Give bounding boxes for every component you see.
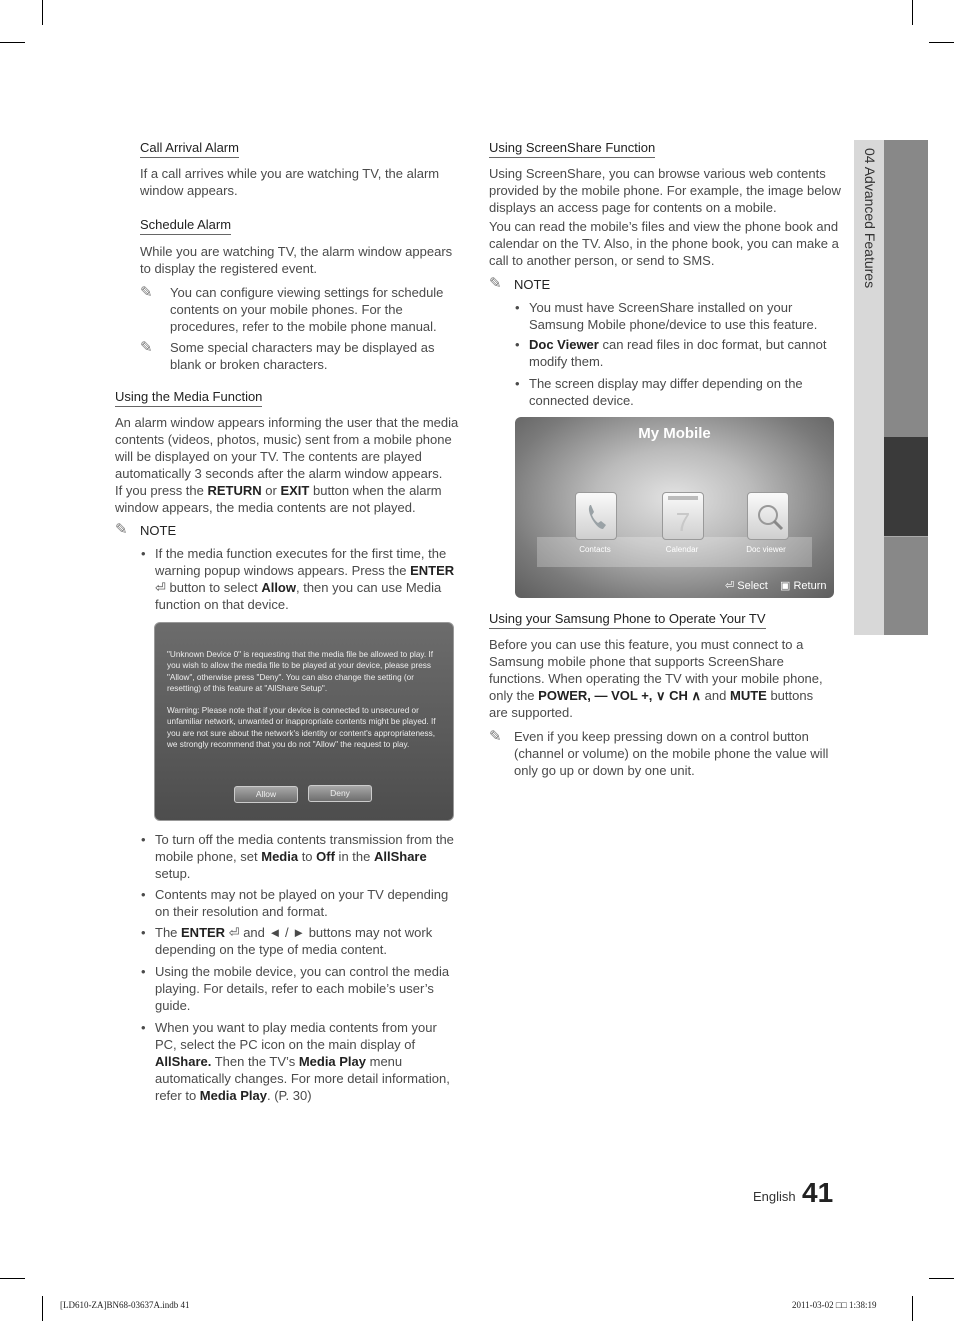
pencil-icon: ✎ [115, 521, 128, 538]
dialog-text-1: "Unknown Device 0" is requesting that the media file be allowed to play. If you wish to allow the media file to be played at your device, please press "Allow", otherwise press "Deny". You can also change the setting (or resetting) of this feature at "AllShare Setup". [167, 650, 433, 693]
samsung-phone-text: Before you can use this feature, you must connect to a Samsung mobile phone that supports ScreenShare functions. When operating the TV with your mobile phone, only the POWER, — VOL +, ∨ CH ∧ and MUTE buttons are supported. [489, 637, 823, 720]
crop-mark [929, 1278, 954, 1279]
note-item-2: • To turn off the media contents transmission from the mobile phone, set Media to Off in the AllShare setup. [141, 832, 454, 881]
screenshare-text [489, 165, 841, 269]
enter-icon: ⏎ [225, 925, 240, 940]
screenshare-text-2: You can read the mobile’s files and view the phone book and calendar on the TV. Also, in the phone book, you can make a call to another person, or send to SMS. [489, 219, 839, 268]
calendar-icon[interactable] [662, 492, 704, 540]
note-label: NOTE [514, 277, 551, 292]
doc-viewer-label: Doc viewer [746, 545, 786, 554]
pencil-icon: ✎ [140, 339, 153, 356]
pencil-icon: ✎ [489, 275, 502, 292]
samsung-phone-note: Even if you keep pressing down on a control button (channel or volume) on the mobile phone the value will only go up or down by one unit. [514, 729, 829, 778]
media-permission-dialog [154, 622, 454, 821]
page-number: 41 [802, 1177, 834, 1208]
schedule-alarm-heading: Schedule Alarm [140, 217, 231, 235]
screenshare-text-1: Using ScreenShare, you can browse various web contents provided by the mobile phone. For example, the image below displays an access page for contents on a mobile. [489, 166, 841, 215]
crop-mark [0, 1278, 25, 1279]
note-label: NOTE [140, 523, 177, 538]
call-alarm-heading: Call Arrival Alarm [140, 140, 239, 158]
schedule-note-1: You can configure viewing settings for schedule contents on your mobile phones. For the procedures, refer to the mobile phone manual. [170, 285, 444, 334]
pencil-icon: ✎ [140, 284, 153, 301]
crop-mark [929, 42, 954, 43]
contacts-label: Contacts [579, 545, 611, 554]
media-function-heading: Using the Media Function [115, 389, 262, 407]
calendar-number: 7 [675, 507, 691, 537]
schedule-alarm-text: While you are watching TV, the alarm window appears to display the registered event. [140, 244, 453, 276]
enter-icon: ⏎ [725, 580, 738, 592]
crop-mark [42, 1296, 43, 1321]
note-item-6: • When you want to play media contents from your PC, select the PC icon on the main display of AllShare. Then the TV’s Media Play menu automatically changes. For more detail information, refer to Media Play. (P. 30) [141, 1020, 450, 1103]
media-text-2: If you press the RETURN or EXIT button when the alarm window appears, the media contents are not played. [115, 483, 442, 515]
screenshare-note-3: • The screen display may differ depending on the connected device. [515, 376, 803, 408]
calendar-label: Calendar [665, 545, 699, 554]
deny-button[interactable]: Deny [308, 785, 372, 802]
select-hint: ⏎ Select [725, 580, 768, 592]
samsung-phone-heading: Using your Samsung Phone to Operate Your TV [489, 611, 766, 629]
chapter-tab-divider [884, 536, 928, 537]
screenshare-heading: Using ScreenShare Function [489, 140, 655, 158]
chapter-title: 04 Advanced Features [862, 148, 878, 289]
allow-button[interactable]: Allow [234, 786, 298, 803]
note-item-3: • Contents may not be played on your TV depending on their resolution and format. [141, 887, 449, 919]
return-hint: ▣ Return [780, 580, 827, 592]
footer-language: English [753, 1189, 796, 1204]
chapter-tab-active [884, 437, 928, 537]
media-text-1: An alarm window appears informing the user that the media contents (videos, photos, music) sent from a mobile phone will be displayed on your TV. The contents are played automatically 3 seconds after the alarm window appears. [115, 415, 459, 481]
doc-viewer-icon[interactable] [747, 492, 789, 540]
contacts-icon[interactable] [575, 492, 617, 540]
crop-mark [912, 0, 913, 25]
chapter-tab-strip [884, 140, 928, 635]
note-item-5: • Using the mobile device, you can control the media playing. For details, refer to each mobile’s user’s guide. [141, 964, 450, 1013]
schedule-note-2: Some special characters may be displayed as blank or broken characters. [170, 340, 435, 372]
return-icon: ▣ [780, 580, 794, 592]
dialog-text-2: Warning: Please note that if your device is connected to unsecured or unfamiliar network, unwanted or inappropriate contents might be played. If you are not sure about the network's identity or content's appropriateness, we strongly recommend that you do not "Allow" the request to play. [167, 706, 436, 750]
my-mobile-title: My Mobile [638, 425, 711, 442]
print-file-info: [LD610-ZA]BN68-03637A.indb 41 [60, 1300, 190, 1310]
note-item-1: • If the media function executes for the first time, the warning popup windows appears. Press the ENTER ⏎ button to select Allow, then you can use Media function on that device. [141, 546, 455, 612]
note-item-4: • The ENTER ⏎ and ◄ / ► buttons may not work depending on the type of media content. [141, 925, 433, 957]
screenshare-note-2: • Doc Viewer can read files in doc format, but cannot modify them. [515, 337, 827, 369]
dialog-message [167, 649, 447, 761]
media-function-text [115, 414, 460, 516]
crop-mark [42, 0, 43, 25]
print-date-info: 2011-03-02 □□ 1:38:19 [792, 1300, 877, 1310]
screenshare-note-1: • You must have ScreenShare installed on your Samsung Mobile phone/device to use this feature. [515, 300, 818, 332]
pencil-icon: ✎ [489, 728, 502, 745]
enter-icon: ⏎ [155, 580, 166, 595]
my-mobile-screen [515, 417, 834, 598]
crop-mark [912, 1296, 913, 1321]
crop-mark [0, 42, 25, 43]
call-alarm-text: If a call arrives while you are watching TV, the alarm window appears. [140, 166, 440, 198]
